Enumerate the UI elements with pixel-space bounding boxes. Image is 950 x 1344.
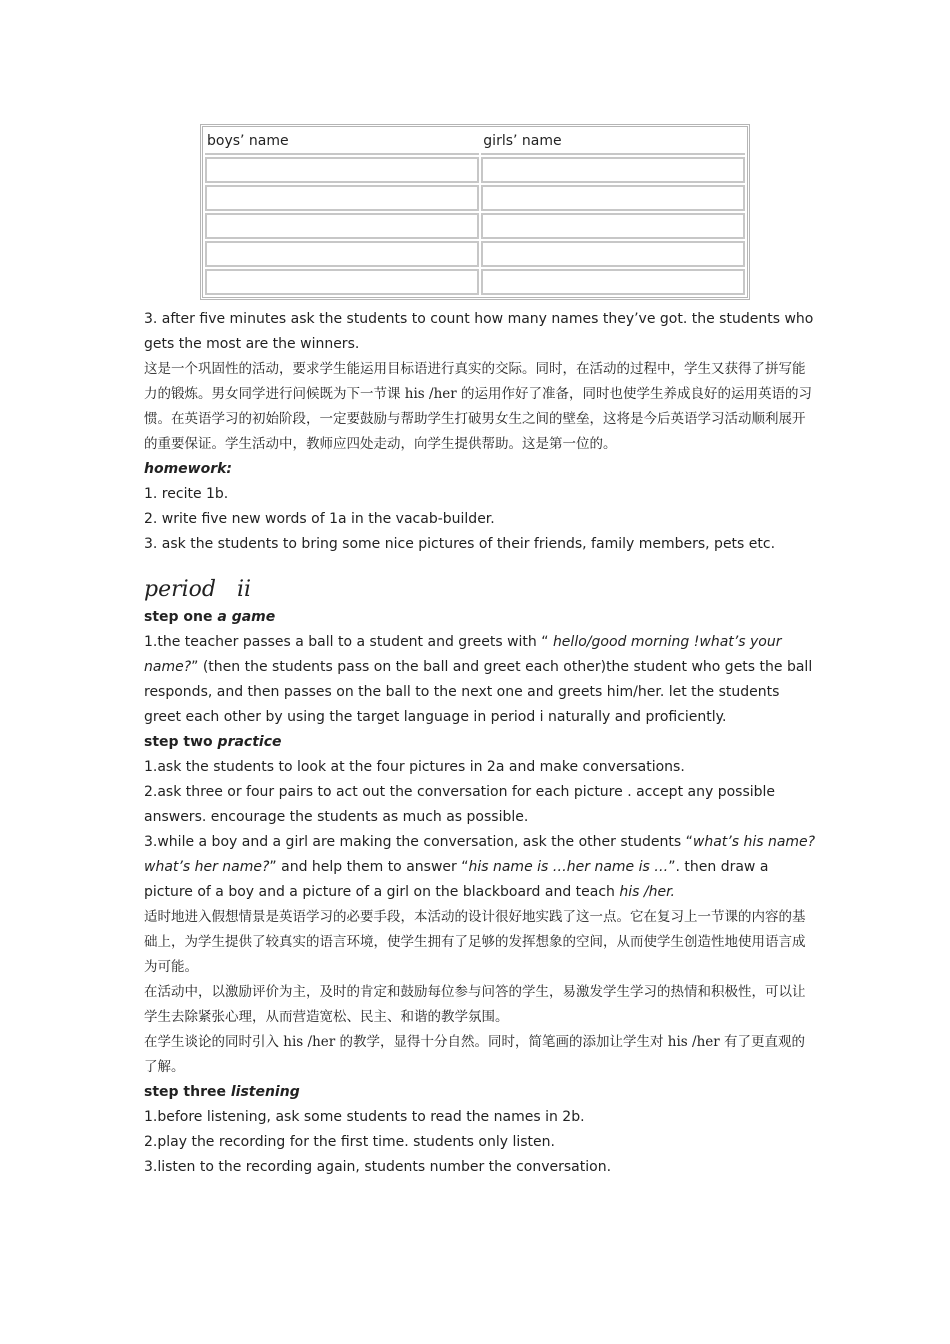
step-label: step three: [144, 1084, 231, 1100]
text-run-italic: his /her.: [619, 884, 676, 900]
table-row: [205, 157, 745, 183]
table-header-row: [205, 129, 745, 155]
step-title: a game: [217, 609, 276, 625]
table-cell: [481, 241, 745, 267]
period-heading: [144, 575, 816, 605]
table-row: [205, 269, 745, 295]
step-one-paragraph: [144, 630, 816, 730]
text-run-italic: hello/good morning !what’s your name?: [144, 634, 782, 675]
homework-item: 3. ask the students to bring some nice pictures of their friends, family members, pets etc.: [144, 536, 776, 552]
table-cell: [205, 241, 479, 267]
text-run: ” (then the students pass on the ball and greet each other)the student who gets the ball responds, and then passes on the ball to the next one and greets him/her. let the students greet each other by using the target language in period i naturally and proficiently.: [144, 659, 813, 725]
header-boys-name: boys’ name: [205, 129, 479, 155]
text-run: ” and help them to answer “: [269, 859, 469, 875]
commentary-paragraph: 在学生谈论的同时引入 his /her 的教学，显得十分自然。同时，简笔画的添加让学生对 his /her 有了更直观的了解。: [144, 1034, 805, 1075]
text-run: ”. then draw a picture of a boy and a picture of a girl on the blackboard and teach: [144, 859, 769, 900]
table-cell: [205, 269, 479, 295]
commentary-paragraph: 这是一个巩固性的活动，要求学生能运用目标语进行真实的交际。同时，在活动的过程中，学生又获得了拼写能力的锻炼。男女同学进行问候既为下一节课 his /her 的运用作好了准备，同时也使学生养成良好的运用英语的习惯。在英语学习的初始阶段，一定要鼓励与帮助学生打破男女生之间的壁垒，这将是今后英语学习活动顺利展开的重要保证。学生活动中，教师应四处走动，向学生提供帮助。这是第一位的。: [144, 361, 812, 452]
table-row: [205, 241, 745, 267]
table-cell: [481, 213, 745, 239]
homework-heading: homework:: [144, 461, 233, 477]
step-one-heading: [144, 605, 816, 630]
step-label: step two: [144, 734, 218, 750]
commentary-paragraph: 在活动中，以激励评价为主，及时的肯定和鼓励每位参与问答的学生，易激发学生学习的热情和积极性，可以让学生去除紧张心理，从而营造宽松、民主、和谐的教学氛围。: [144, 984, 806, 1025]
text-run-italic: his name is …her name is …: [468, 859, 669, 875]
document-body: [144, 307, 816, 1180]
table-cell: [481, 185, 745, 211]
table-cell: [205, 213, 479, 239]
homework-item: 1. recite 1b.: [144, 486, 229, 502]
table-cell: [205, 157, 479, 183]
table-row: [205, 185, 745, 211]
period-number: ii: [236, 577, 252, 602]
step-two-item: 2.ask three or four pairs to act out the conversation for each picture . accept any possible answers. encourage the students as much as possible.: [144, 784, 776, 825]
step-three-item: 1.before listening, ask some students to read the names in 2b.: [144, 1109, 585, 1125]
table-cell: [481, 269, 745, 295]
commentary-paragraph: 适时地进入假想情景是英语学习的必要手段，本活动的设计很好地实践了这一点。它在复习上一节课的内容的基础上，为学生提供了较真实的语言环境，使学生拥有了足够的发挥想象的空间，从而使学生创造性地使用语言成为可能。: [144, 909, 806, 975]
step-title: listening: [230, 1084, 300, 1100]
step-three-heading: [144, 1080, 816, 1105]
names-table-grid: [203, 127, 747, 297]
text-run-italic: what’s his name? what’s her name?: [144, 834, 816, 875]
table-cell: [205, 185, 479, 211]
step-three-item: 2.play the recording for the first time. students only listen.: [144, 1134, 555, 1150]
homework-item: 2. write five new words of 1a in the vacab-builder.: [144, 511, 495, 527]
period-title: period: [144, 577, 216, 602]
table-row: [205, 213, 745, 239]
text-run: 3.while a boy and a girl are making the conversation, ask the other students “: [144, 834, 693, 850]
table-cell: [481, 157, 745, 183]
step-two-item: 1.ask the students to look at the four pictures in 2a and make conversations.: [144, 759, 685, 775]
step-three-item: 3.listen to the recording again, students number the conversation.: [144, 1159, 612, 1175]
header-girls-name: girls’ name: [481, 129, 745, 155]
names-table: [200, 124, 750, 300]
text-run: 1.the teacher passes a ball to a student and greets with “: [144, 634, 553, 650]
step-two-item: [144, 830, 816, 905]
activity-step-3: 3. after five minutes ask the students to count how many names they’ve got. the students who gets the most are the winners.: [144, 311, 814, 352]
step-label: step one: [144, 609, 218, 625]
step-two-heading: [144, 730, 816, 755]
step-title: practice: [217, 734, 282, 750]
